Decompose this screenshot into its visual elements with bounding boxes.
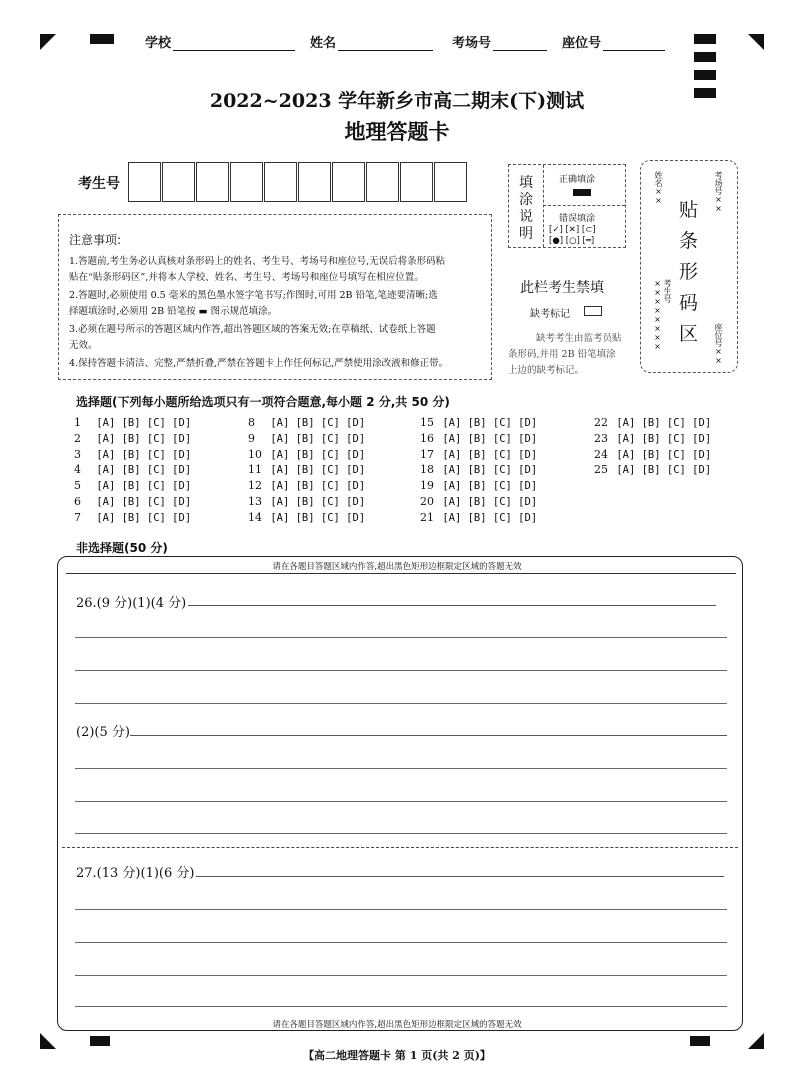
seat-number-field[interactable]: 座位号: [562, 32, 665, 51]
absent-note: 条形码,并用 2B 铅笔填涂: [508, 349, 616, 360]
mcq-options[interactable]: [A] [B] [C] [D]: [610, 464, 712, 477]
mcq-question-row[interactable]: [248, 495, 365, 508]
answer-line[interactable]: [130, 735, 727, 736]
exam-room-field[interactable]: 考场号: [452, 32, 547, 51]
mcq-options[interactable]: [A] [B] [C] [D]: [264, 496, 366, 508]
exam-id-box[interactable]: [230, 162, 263, 202]
mcq-question-number: 6: [74, 495, 81, 508]
mcq-options[interactable]: [A] [B] [C] [D]: [610, 448, 712, 461]
mcq-question-number: 20: [420, 495, 434, 508]
corner-mark-top-left: [40, 34, 56, 50]
mcq-options[interactable]: [A] [B] [C] [D]: [264, 448, 366, 461]
notice-item: 3.必须在题号所示的答题区域内作答,超出答题区域的答案无效;在草稿纸、试卷纸上答题: [69, 324, 436, 335]
mcq-options[interactable]: [A] [B] [C] [D]: [610, 417, 712, 429]
mcq-question-number: 13: [248, 495, 262, 508]
boundary-note-bottom: 请在各题目答题区域内作答,超出黑色矩形边框限定区域的答题无效: [272, 1020, 522, 1030]
notice-heading: 注意事项:: [69, 233, 122, 247]
answer-line[interactable]: [188, 605, 716, 606]
mcq-options[interactable]: [A] [B] [C] [D]: [610, 432, 712, 445]
mcq-question-number: 18: [420, 463, 434, 477]
timing-block: [694, 34, 716, 44]
answer-line[interactable]: [75, 975, 727, 976]
answer-line[interactable]: [75, 942, 727, 943]
mcq-question-number: 19: [420, 479, 434, 493]
notice-item: 无效。: [69, 340, 98, 351]
answer-line[interactable]: [75, 670, 727, 671]
mcq-options[interactable]: [A] [B] [C] [D]: [90, 448, 192, 461]
mcq-options[interactable]: [A] [B] [C] [D]: [90, 511, 192, 524]
mcq-question-row[interactable]: [248, 432, 365, 445]
mcq-question-number: 9: [248, 431, 255, 445]
mcq-question-row[interactable]: [420, 495, 537, 508]
exam-title: 2022~2023 学年新乡市高二期末(下)测试: [209, 90, 585, 112]
question-26-label: 26.(9 分)(1)(4 分): [76, 596, 187, 611]
mcq-options[interactable]: [A] [B] [C] [D]: [436, 432, 538, 445]
exam-id-box[interactable]: [332, 162, 365, 202]
barcode-name-hint: 姓名××: [654, 171, 663, 205]
mcq-question-number: 8: [248, 416, 255, 429]
staff-only-title: 此栏考生禁填: [520, 280, 604, 296]
mcq-options[interactable]: [A] [B] [C] [D]: [90, 496, 192, 508]
mcq-options[interactable]: [A] [B] [C] [D]: [436, 448, 538, 461]
absent-note: 缺考考生由监考员贴: [536, 333, 622, 344]
answer-line[interactable]: [196, 876, 724, 877]
mcq-question-row[interactable]: [420, 463, 537, 476]
mcq-question-row[interactable]: [74, 463, 191, 476]
mcq-question-number: 14: [248, 510, 262, 524]
mcq-options[interactable]: [A] [B] [C] [D]: [436, 496, 538, 508]
wrong-fill-label: 错误填涂: [559, 214, 596, 224]
mcq-heading: 选择题(下列每小题所给选项只有一项符合题意,每小题 2 分,共 50 分): [76, 395, 450, 409]
answer-region-frame: [57, 556, 743, 1031]
corner-mark-top-right: [748, 34, 764, 50]
mcq-question-row[interactable]: [248, 448, 365, 461]
barcode-area-label: 贴条形码区: [679, 199, 699, 345]
mcq-question-number: 1: [74, 416, 81, 429]
mcq-options[interactable]: [A] [B] [C] [D]: [264, 511, 366, 524]
question-26-part2-label: (2)(5 分): [76, 725, 130, 740]
mcq-question-number: 11: [248, 463, 262, 477]
correct-fill-sample: [573, 189, 591, 196]
mcq-question-number: 12: [248, 479, 262, 493]
mcq-options[interactable]: [A] [B] [C] [D]: [264, 464, 366, 477]
mcq-question-row[interactable]: [74, 511, 191, 524]
exam-id-label: 考生号: [78, 176, 120, 192]
mcq-question-row[interactable]: [594, 448, 711, 461]
mcq-options[interactable]: [A] [B] [C] [D]: [436, 511, 538, 524]
mcq-question-row[interactable]: [420, 479, 537, 492]
exam-id-box[interactable]: [298, 162, 331, 202]
mcq-options[interactable]: [A] [B] [C] [D]: [90, 432, 192, 445]
answer-line[interactable]: [75, 1006, 727, 1007]
notice-item: 择题填涂时,必须用 2B 铅笔按 ▬ 图示规范填涂。: [69, 306, 278, 317]
mcq-question-row[interactable]: [248, 511, 365, 524]
mcq-question-row[interactable]: [248, 479, 365, 492]
mcq-options[interactable]: [A] [B] [C] [D]: [436, 480, 538, 493]
mcq-question-row[interactable]: [420, 416, 537, 429]
mcq-question-number: 25: [594, 463, 608, 477]
absent-mark-label: 缺考标记: [530, 309, 570, 320]
question-divider: [62, 847, 738, 848]
timing-block: [694, 52, 716, 62]
mcq-question-row[interactable]: [74, 432, 191, 445]
mcq-question-number: 22: [594, 416, 608, 429]
timing-block: [90, 1036, 110, 1046]
answer-line[interactable]: [75, 768, 727, 769]
exam-id-box[interactable]: [196, 162, 229, 202]
timing-block: [694, 70, 716, 80]
school-field[interactable]: 学校: [145, 32, 295, 51]
mcq-question-number: 7: [74, 510, 81, 524]
answer-line[interactable]: [75, 909, 727, 910]
notice-box: [58, 214, 492, 380]
name-field[interactable]: 姓名: [310, 32, 433, 51]
answer-line[interactable]: [75, 833, 727, 834]
mcq-question-row[interactable]: [420, 448, 537, 461]
mcq-question-number: 21: [420, 510, 434, 524]
absent-mark-box[interactable]: [584, 306, 602, 316]
mcq-options[interactable]: [A] [B] [C] [D]: [264, 480, 366, 493]
barcode-examid-hint: 考生号××××××××: [653, 279, 672, 351]
exam-id-box[interactable]: [400, 162, 433, 202]
fill-guide-box: [508, 164, 626, 248]
mcq-question-number: 24: [594, 447, 608, 461]
mcq-question-row[interactable]: [74, 495, 191, 508]
answer-line[interactable]: [75, 801, 727, 802]
exam-id-box[interactable]: [128, 162, 161, 202]
mcq-options[interactable]: [A] [B] [C] [D]: [90, 417, 192, 429]
exam-id-box[interactable]: [162, 162, 195, 202]
mcq-question-row[interactable]: [74, 448, 191, 461]
mcq-question-row[interactable]: [248, 463, 365, 476]
mcq-options[interactable]: [A] [B] [C] [D]: [436, 417, 538, 429]
notice-item: 1.答题前,考生务必认真核对条形码上的姓名、考生号、考场号和座位号,无误后将条形码粘: [69, 256, 446, 267]
wrong-fill-samples: [●] [○] [═]: [549, 236, 595, 246]
mcq-question-number: 4: [74, 463, 81, 477]
mcq-question-row[interactable]: [420, 511, 537, 524]
timing-block: [690, 1036, 710, 1046]
mcq-options[interactable]: [A] [B] [C] [D]: [264, 417, 366, 429]
correct-fill-label: 正确填涂: [559, 175, 596, 185]
notice-item: 4.保持答题卡清洁、完整,严禁折叠,严禁在答题卡上作任何标记,严禁使用涂改液和修正带。: [69, 358, 449, 369]
mcq-question-number: 10: [248, 447, 262, 461]
mcq-question-number: 2: [74, 431, 81, 445]
wrong-fill-samples: [✓] [✕] [⊂]: [549, 225, 596, 235]
fill-guide-label: 填涂说明: [519, 175, 533, 242]
barcode-seat-hint: 座位号××: [714, 323, 723, 365]
barcode-room-hint: 考场号××: [714, 171, 723, 213]
mcq-question-number: 5: [74, 479, 81, 493]
notice-item: 贴在“贴条形码区”,并将本人学校、姓名、考生号、考场号和座位号填写在相应位置。: [69, 272, 424, 283]
exam-id-box[interactable]: [434, 162, 467, 202]
timing-block: [90, 34, 114, 44]
mcq-question-number: 16: [420, 431, 434, 445]
answer-line[interactable]: [75, 703, 727, 704]
answer-sheet-title: 地理答题卡: [344, 120, 450, 144]
mcq-question-number: 3: [74, 447, 81, 461]
mcq-options[interactable]: [A] [B] [C] [D]: [90, 480, 192, 493]
mcq-question-number: 15: [420, 416, 434, 429]
absent-note: 上边的缺考标记。: [508, 365, 585, 376]
mcq-options[interactable]: [A] [B] [C] [D]: [90, 464, 192, 477]
mcq-options[interactable]: [A] [B] [C] [D]: [264, 432, 366, 445]
mcq-question-row[interactable]: [594, 416, 711, 429]
mcq-question-number: 17: [420, 447, 434, 461]
exam-id-box[interactable]: [264, 162, 297, 202]
mcq-question-row[interactable]: [594, 463, 711, 476]
mcq-question-row[interactable]: [420, 432, 537, 445]
notice-item: 2.答题时,必须使用 0.5 毫米的黑色墨水签字笔书写;作图时,可用 2B 铅笔,笔迹要清晰;选: [69, 290, 438, 301]
boundary-note-top: 请在各题目答题区域内作答,超出黑色矩形边框限定区域的答题无效: [272, 562, 522, 572]
exam-id-box[interactable]: [366, 162, 399, 202]
mcq-options[interactable]: [A] [B] [C] [D]: [436, 464, 538, 477]
mcq-question-row[interactable]: [248, 416, 365, 429]
question-27-label: 27.(13 分)(1)(6 分): [76, 866, 195, 881]
mcq-question-row[interactable]: [74, 416, 191, 429]
mcq-question-row[interactable]: [594, 432, 711, 445]
mcq-question-number: 23: [594, 431, 608, 445]
nonmcq-heading: 非选择题(50 分): [76, 541, 168, 555]
page-footer: 【高二地理答题卡 第 1 页(共 2 页)】: [303, 1049, 491, 1062]
barcode-area: [640, 160, 738, 373]
mcq-question-row[interactable]: [74, 479, 191, 492]
answer-line[interactable]: [75, 637, 727, 638]
